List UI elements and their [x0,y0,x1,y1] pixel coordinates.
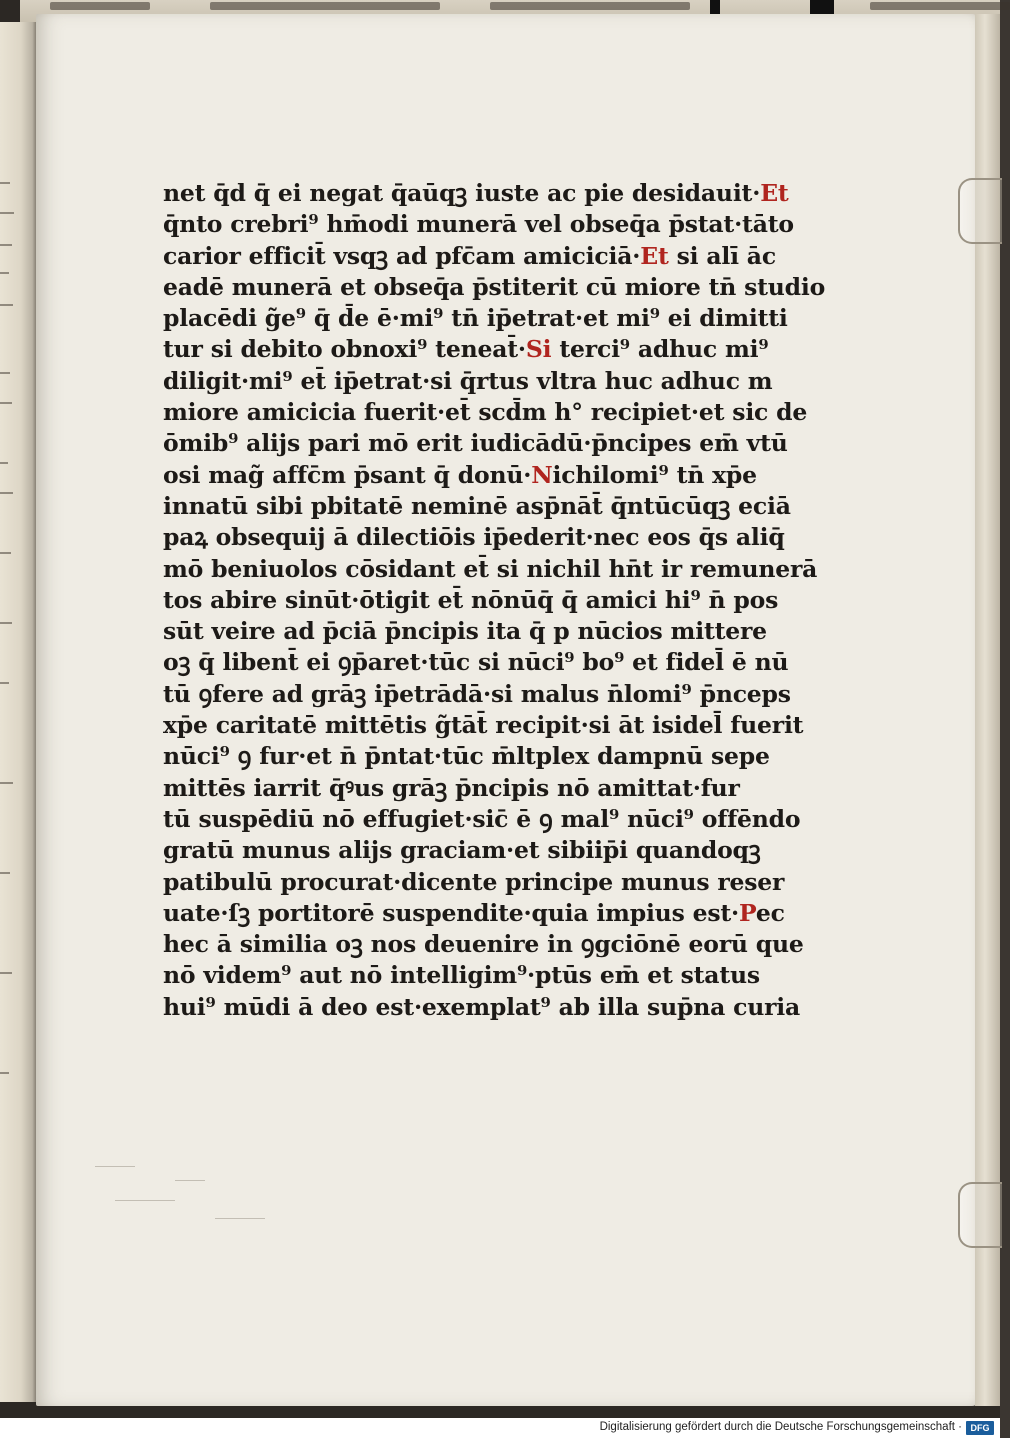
line-text: placēdi g̃e⁹ q̄ d̄e ē·mi⁹ tn̄ ip̄etrat·et mi⁹ ei dimitti [163,304,788,333]
line-text: oꝫ q̄ libent̄ ei ꝯp̄aret·tūc si nūci⁹ bo⁹ et fidel̄ ē nū [163,648,789,677]
text-line [163,178,789,209]
text-line [163,679,791,710]
line-text: miore amicicia fuerit·et̄ scd̄m h° recipiet·et sic de [163,398,808,427]
text-line [163,272,826,303]
line-text: tur si debito obnoxi⁹ teneat̄· [163,335,526,364]
rubricated-initial: Si [525,335,552,364]
line-text-continued: ec [755,898,785,927]
printed-text-block [163,178,826,1023]
text-line [163,522,785,553]
line-text: nō videm⁹ aut nō intelligim⁹·ptūs em̄ et status [163,961,760,990]
text-line [163,992,801,1023]
line-text: innatū sibi pbitatē neminē asp̄nāt̄ q̄ntūcūqꝫ eciā [163,491,791,520]
dfg-logo: DFG [966,1421,994,1435]
line-text-continued: ichilomi⁹ tn̄ xp̄e [552,460,757,489]
line-text: gratū munus alijs graciam·et sibiip̄i quandoqꝫ [163,836,761,865]
rubricated-initial: P [739,898,756,927]
funding-credit: Digitalisierung gefördert durch die Deutsche Forschungsgemeinschaft · [599,1421,962,1433]
text-line [163,710,804,741]
line-text: patibulū procurat·dicente principe munus reser [163,867,785,896]
line-text: diligit·mi⁹ et̄ ip̄etrat·si q̄rtus vltra huc adhuc m [163,366,773,395]
faint-ink-marks [95,1160,295,1230]
line-text: net q̄d q̄ ei negat q̄aūqꝫ iuste ac pie desidauit· [163,179,761,207]
line-text: mittēs iarrit q̄ꝰus grāꝫ p̄ncipis nō amittat·fur [163,773,740,802]
rubricated-initial: Et [640,241,669,270]
line-text: paꝝ obsequij ā dilectiōis ip̄ederit·nec eos q̄s aliq̄ [163,523,785,552]
text-line [163,960,763,991]
line-text-continued: terci⁹ adhuc mi⁹ [551,335,769,364]
text-line [163,898,785,929]
text-line [163,741,770,772]
rubricated-initial: N [531,460,553,489]
line-text: carior efficit̄ vsqꝫ ad pfc̄am amiciciā· [163,241,641,270]
text-line [163,334,769,365]
line-text: q̄nto crebri⁹ hm̄odi munerā vel obseq̄a p̄stat·tāto [163,210,794,239]
text-line [163,554,818,585]
line-text: ōmib⁹ alijs pari mō erit iudicādū·p̄ncipes em̄ vtū [163,429,788,458]
text-line [163,366,773,397]
page-clip-top [958,178,1002,244]
text-line [163,929,804,960]
text-line [163,647,789,678]
line-text: tū ꝯfere ad grāꝫ ip̄etrādā·si malus n̄lomi⁹ p̄nceps [163,679,791,708]
text-line [163,303,788,334]
footer-bar [0,1418,1000,1438]
facing-page-edge [0,22,38,1402]
text-line [163,397,808,428]
line-text: nūci⁹ ꝯ fur·et n̄ p̄ntat·tūc m̄ltplex dampnū sepe [163,742,770,771]
line-text: osi mag̃ affc̄m p̄sant q̄ donū· [163,460,532,489]
text-line [163,241,776,272]
line-text: sūt veire ad p̄ciā p̄ncipis ita q̄ p nūcios mittere [163,617,767,646]
line-text: hec ā similia oꝫ nos deuenire in ꝯgciōnē eorū que [163,930,804,959]
text-line [163,491,791,522]
text-line [163,867,785,898]
line-text: tos abire sinūt·ōtigit et̄ nōnūq̄ q̄ amici hi⁹ n̄ pos [163,585,779,614]
text-line [163,585,779,616]
line-text: hui⁹ mūdi ā deo est·exemplat⁹ ab illa sup̄na curia [163,992,801,1021]
line-text: tū suspēdiū nō effugiet·sic̄ ē ꝯ mal⁹ nūci⁹ offēndo [163,804,801,833]
text-line [163,428,788,459]
text-line [163,616,767,647]
text-line [163,773,763,804]
text-line [163,460,763,491]
rubricated-initial: Et [760,179,789,207]
text-line [163,804,801,835]
text-line [163,835,763,866]
text-line [163,209,794,240]
line-text-continued: si alī āc [668,241,776,270]
line-text: eadē munerā et obseq̄a p̄stiterit cū miore tn̄ studio [163,272,826,301]
page-clip-bottom [958,1182,1002,1248]
line-text: uate·ſꝫ portitorē suspendite·quia impius est· [163,898,739,927]
line-text: mō beniuolos cōsidant et̄ si nichil hn̄t ir remunerā [163,554,818,583]
line-text: xp̄e caritatē mittētis g̃tāt̄ recipit·si āt isidel̄ fuerit [163,711,804,740]
